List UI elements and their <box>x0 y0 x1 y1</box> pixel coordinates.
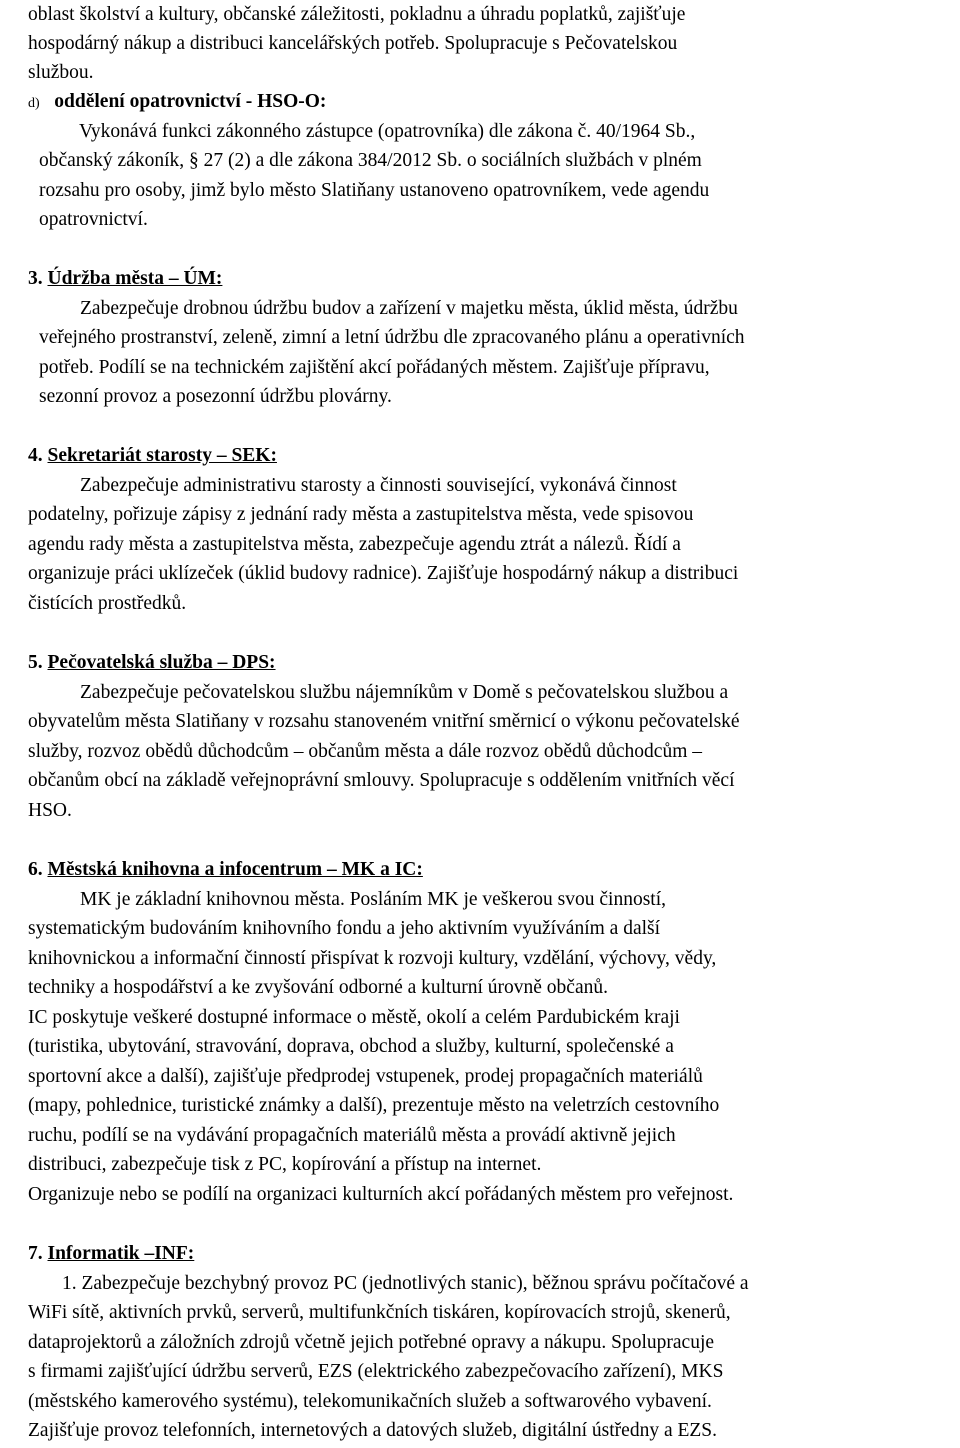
text-line: organizuje práci uklízeček (úklid budovy radnice). Zajišťuje hospodárný nákup a distribuci <box>28 563 739 584</box>
text-line: (mapy, pohlednice, turistické známky a další), prezentuje město na veletrzích cestovního <box>28 1095 720 1116</box>
text-line: veřejného prostranství, zeleně, zimní a letní údržbu dle zpracovaného plánu a operativních <box>39 327 745 348</box>
section-number: 7. <box>28 1243 43 1264</box>
text-line: IC poskytuje veškeré dostupné informace o městě, okolí a celém Pardubickém kraji <box>28 1007 680 1028</box>
text-line: Organizuje nebo se podílí na organizaci kulturních akcí pořádaných městem pro veřejnost. <box>28 1184 734 1205</box>
text-line: MK je základní knihovnou města. Posláním MK je veškerou svou činností, <box>80 889 667 910</box>
text-line: agendu rady města a zastupitelstva města, zabezpečuje agendu ztrát a nálezů. Řídí a <box>28 534 681 555</box>
text-line: podatelny, pořizuje zápisy z jednání rady města a zastupitelstva města, vede spisovou <box>28 504 694 525</box>
section-title: Údržba města – ÚM: <box>47 268 223 289</box>
text-line: distribuci, zabezpečuje tisk z PC, kopírování a přístup na internet. <box>28 1154 542 1175</box>
text-line: sportovní akce a další), zajišťuje předprodej vstupenek, prodej propagačních materiálů <box>28 1066 703 1087</box>
text-line: občanům obcí na základě veřejnoprávní smlouvy. Spolupracuje s oddělením vnitřních věcí <box>28 770 735 791</box>
text-line: službou. <box>28 62 94 83</box>
section-number: 5. <box>28 652 43 673</box>
text-line: systematickým budováním knihovního fondu a jeho aktivním využíváním a další <box>28 918 661 939</box>
subsection-marker: d) <box>28 96 40 111</box>
text-line: služby, rozvoz obědů důchodcům – občanům města a dále rozvoz obědů důchodcům – <box>28 741 702 762</box>
section-number: 3. <box>28 268 43 289</box>
text-line: dataprojektorů a záložních zdrojů včetně jejich potřebné opravy a nákupu. Spolupracuje <box>28 1332 715 1353</box>
text-line: obyvatelům města Slatiňany v rozsahu stanoveném vnitřní směrnicí o výkonu pečovatelské <box>28 711 740 732</box>
text-line: občanský zákoník, § 27 (2) a dle zákona 384/2012 Sb. o sociálních službách v plném <box>39 150 702 171</box>
section-heading-5 <box>28 648 276 677</box>
text-line: čistících prostředků. <box>28 593 187 614</box>
text-line: HSO. <box>28 800 72 821</box>
subsection-heading-d <box>28 87 326 118</box>
section-heading-7 <box>28 1239 194 1268</box>
section-title: Pečovatelská služba – DPS: <box>47 652 276 673</box>
text-line: techniky a hospodářství a ke zvyšování odborné a kulturní úrovně občanů. <box>28 977 608 998</box>
section-heading-6 <box>28 855 423 884</box>
text-line: Zabezpečuje pečovatelskou službu nájemníkům v Domě s pečovatelskou službou a <box>80 682 729 703</box>
text-line: WiFi sítě, aktivních prvků, serverů, multifunkčních tiskáren, kopírovacích strojů, skenerů, <box>28 1302 731 1323</box>
section-heading-3 <box>28 264 222 293</box>
section-heading-4 <box>28 441 277 470</box>
text-line: s firmami zajišťující údržbu serverů, EZS (elektrického zabezpečovacího zařízení), MKS <box>28 1361 724 1382</box>
text-line: 1. Zabezpečuje bezchybný provoz PC (jednotlivých stanic), běžnou správu počítačové a <box>62 1273 749 1294</box>
text-line: sezonní provoz a posezonní údržbu plovárny. <box>39 386 392 407</box>
text-line: hospodárný nákup a distribuci kancelářských potřeb. Spolupracuje s Pečovatelskou <box>28 33 678 54</box>
text-line: (městského kamerového systému), telekomunikačních služeb a softwarového vybavení. <box>28 1391 712 1412</box>
text-line: opatrovnictví. <box>39 209 148 230</box>
text-line: ruchu, podílí se na vydávání propagačních materiálů města a provádí aktivně jejich <box>28 1125 676 1146</box>
text-line: oblast školství a kultury, občanské záležitosti, pokladnu a úhradu poplatků, zajišťuje <box>28 4 686 25</box>
text-line: (turistika, ubytování, stravování, doprava, obchod a služby, kulturní, společenské a <box>28 1036 674 1057</box>
text-line: potřeb. Podílí se na technickém zajištění akcí pořádaných městem. Zajišťuje přípravu, <box>39 357 710 378</box>
text-line: Vykonává funkci zákonného zástupce (opatrovníka) dle zákona č. 40/1964 Sb., <box>79 121 696 142</box>
section-number: 4. <box>28 445 43 466</box>
text-line: knihovnickou a informační činností přispívat k rozvoji kultury, vzdělání, výchovy, vědy, <box>28 948 717 969</box>
section-title: Informatik –INF: <box>47 1243 195 1264</box>
section-title: Sekretariát starosty – SEK: <box>47 445 277 466</box>
subsection-title: oddělení opatrovnictví - HSO-O: <box>54 91 327 112</box>
text-line: Zabezpečuje drobnou údržbu budov a zařízení v majetku města, úklid města, údržbu <box>80 298 738 319</box>
text-line: Zabezpečuje administrativu starosty a činnosti související, vykonává činnost <box>80 475 677 496</box>
text-line: Zajišťuje provoz telefonních, internetových a datových služeb, digitální ústředny a EZS. <box>28 1420 718 1441</box>
section-number: 6. <box>28 859 43 880</box>
text-line: rozsahu pro osoby, jimž bylo město Slatiňany ustanoveno opatrovníkem, vede agendu <box>39 180 710 201</box>
section-title: Městská knihovna a infocentrum – MK a IC: <box>47 859 423 880</box>
